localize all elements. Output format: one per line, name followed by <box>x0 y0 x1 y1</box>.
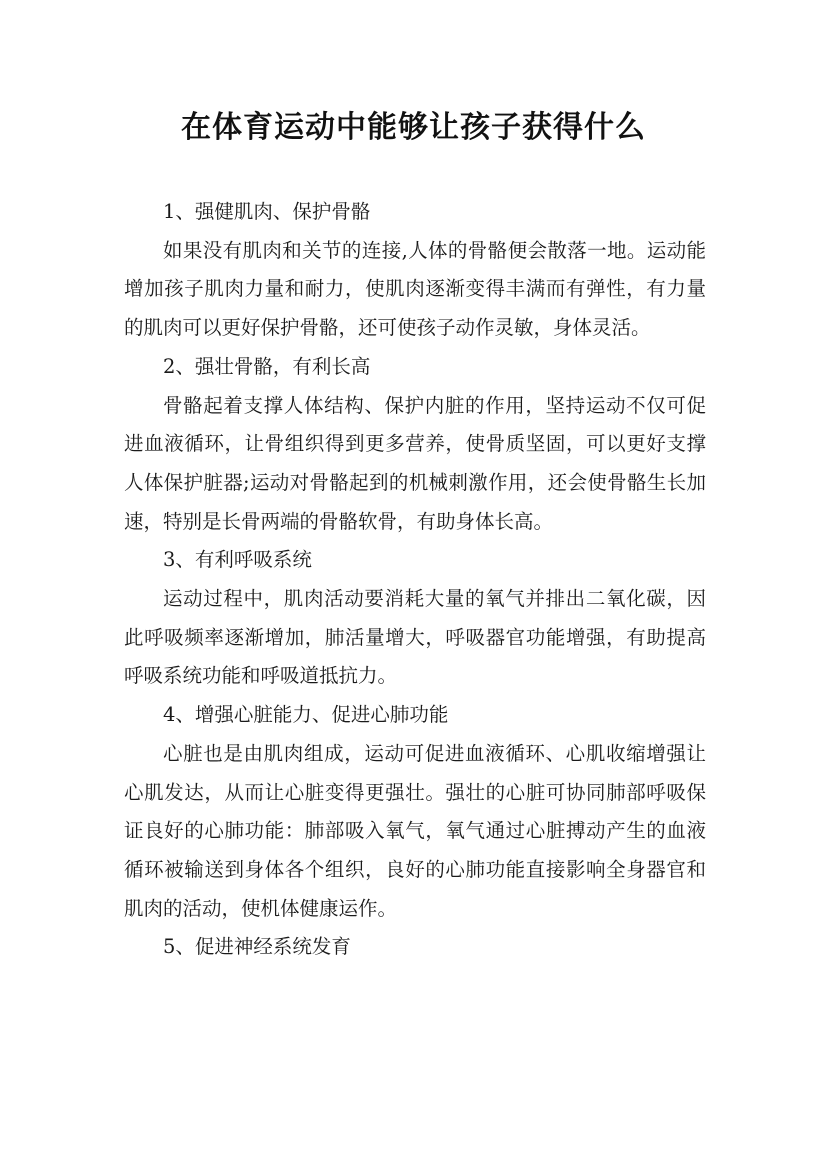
document-body <box>124 193 706 967</box>
paragraph-3: 运动过程中，肌肉活动要消耗大量的氧气并排出二氧化碳，因此呼吸频率逐渐增加，肺活量增大，呼吸器官功能增强，有助提高呼吸系统功能和呼吸道抵抗力。 <box>124 587 706 688</box>
paragraph-2: 骨骼起着支撑人体结构、保护内脏的作用，坚持运动不仅可促进血液循环，让骨组织得到更多营养，使骨质坚固，可以更好支撑人体保护脏器;运动对骨骼起到的机械刺激作用，还会使骨骼生长加速，特别是长骨两端的骨骼软骨，有助身体长高。 <box>124 393 706 533</box>
section-heading-2: 2、强壮骨骼，有利长高 <box>163 354 371 378</box>
document-title: 在体育运动中能够让孩子获得什么 <box>181 110 646 145</box>
section-heading-4: 4、增强心脏能力、促进心肺功能 <box>163 703 449 727</box>
section-heading-5: 5、促进神经系统发育 <box>163 935 351 959</box>
section-heading-3: 3、有利呼吸系统 <box>163 548 312 572</box>
paragraph-4: 心脏也是由肌肉组成，运动可促进血液循环、心肌收缩增强让心肌发达，从而让心脏变得更强壮。强壮的心脏可协同肺部呼吸保证良好的心肺功能：肺部吸入氧气，氧气通过心脏搏动产生的血液循环被输送到身体各个组织，良好的心肺功能直接影响全身器官和肌肉的活动，使机体健康运作。 <box>124 741 706 920</box>
paragraph-1: 如果没有肌肉和关节的连接,人体的骨骼便会散落一地。运动能增加孩子肌肉力量和耐力，使肌肉逐渐变得丰满而有弹性，有力量的肌肉可以更好保护骨骼，还可使孩子动作灵敏，身体灵活。 <box>124 238 706 340</box>
section-heading-1: 1、强健肌肉、保护骨骼 <box>163 200 371 223</box>
